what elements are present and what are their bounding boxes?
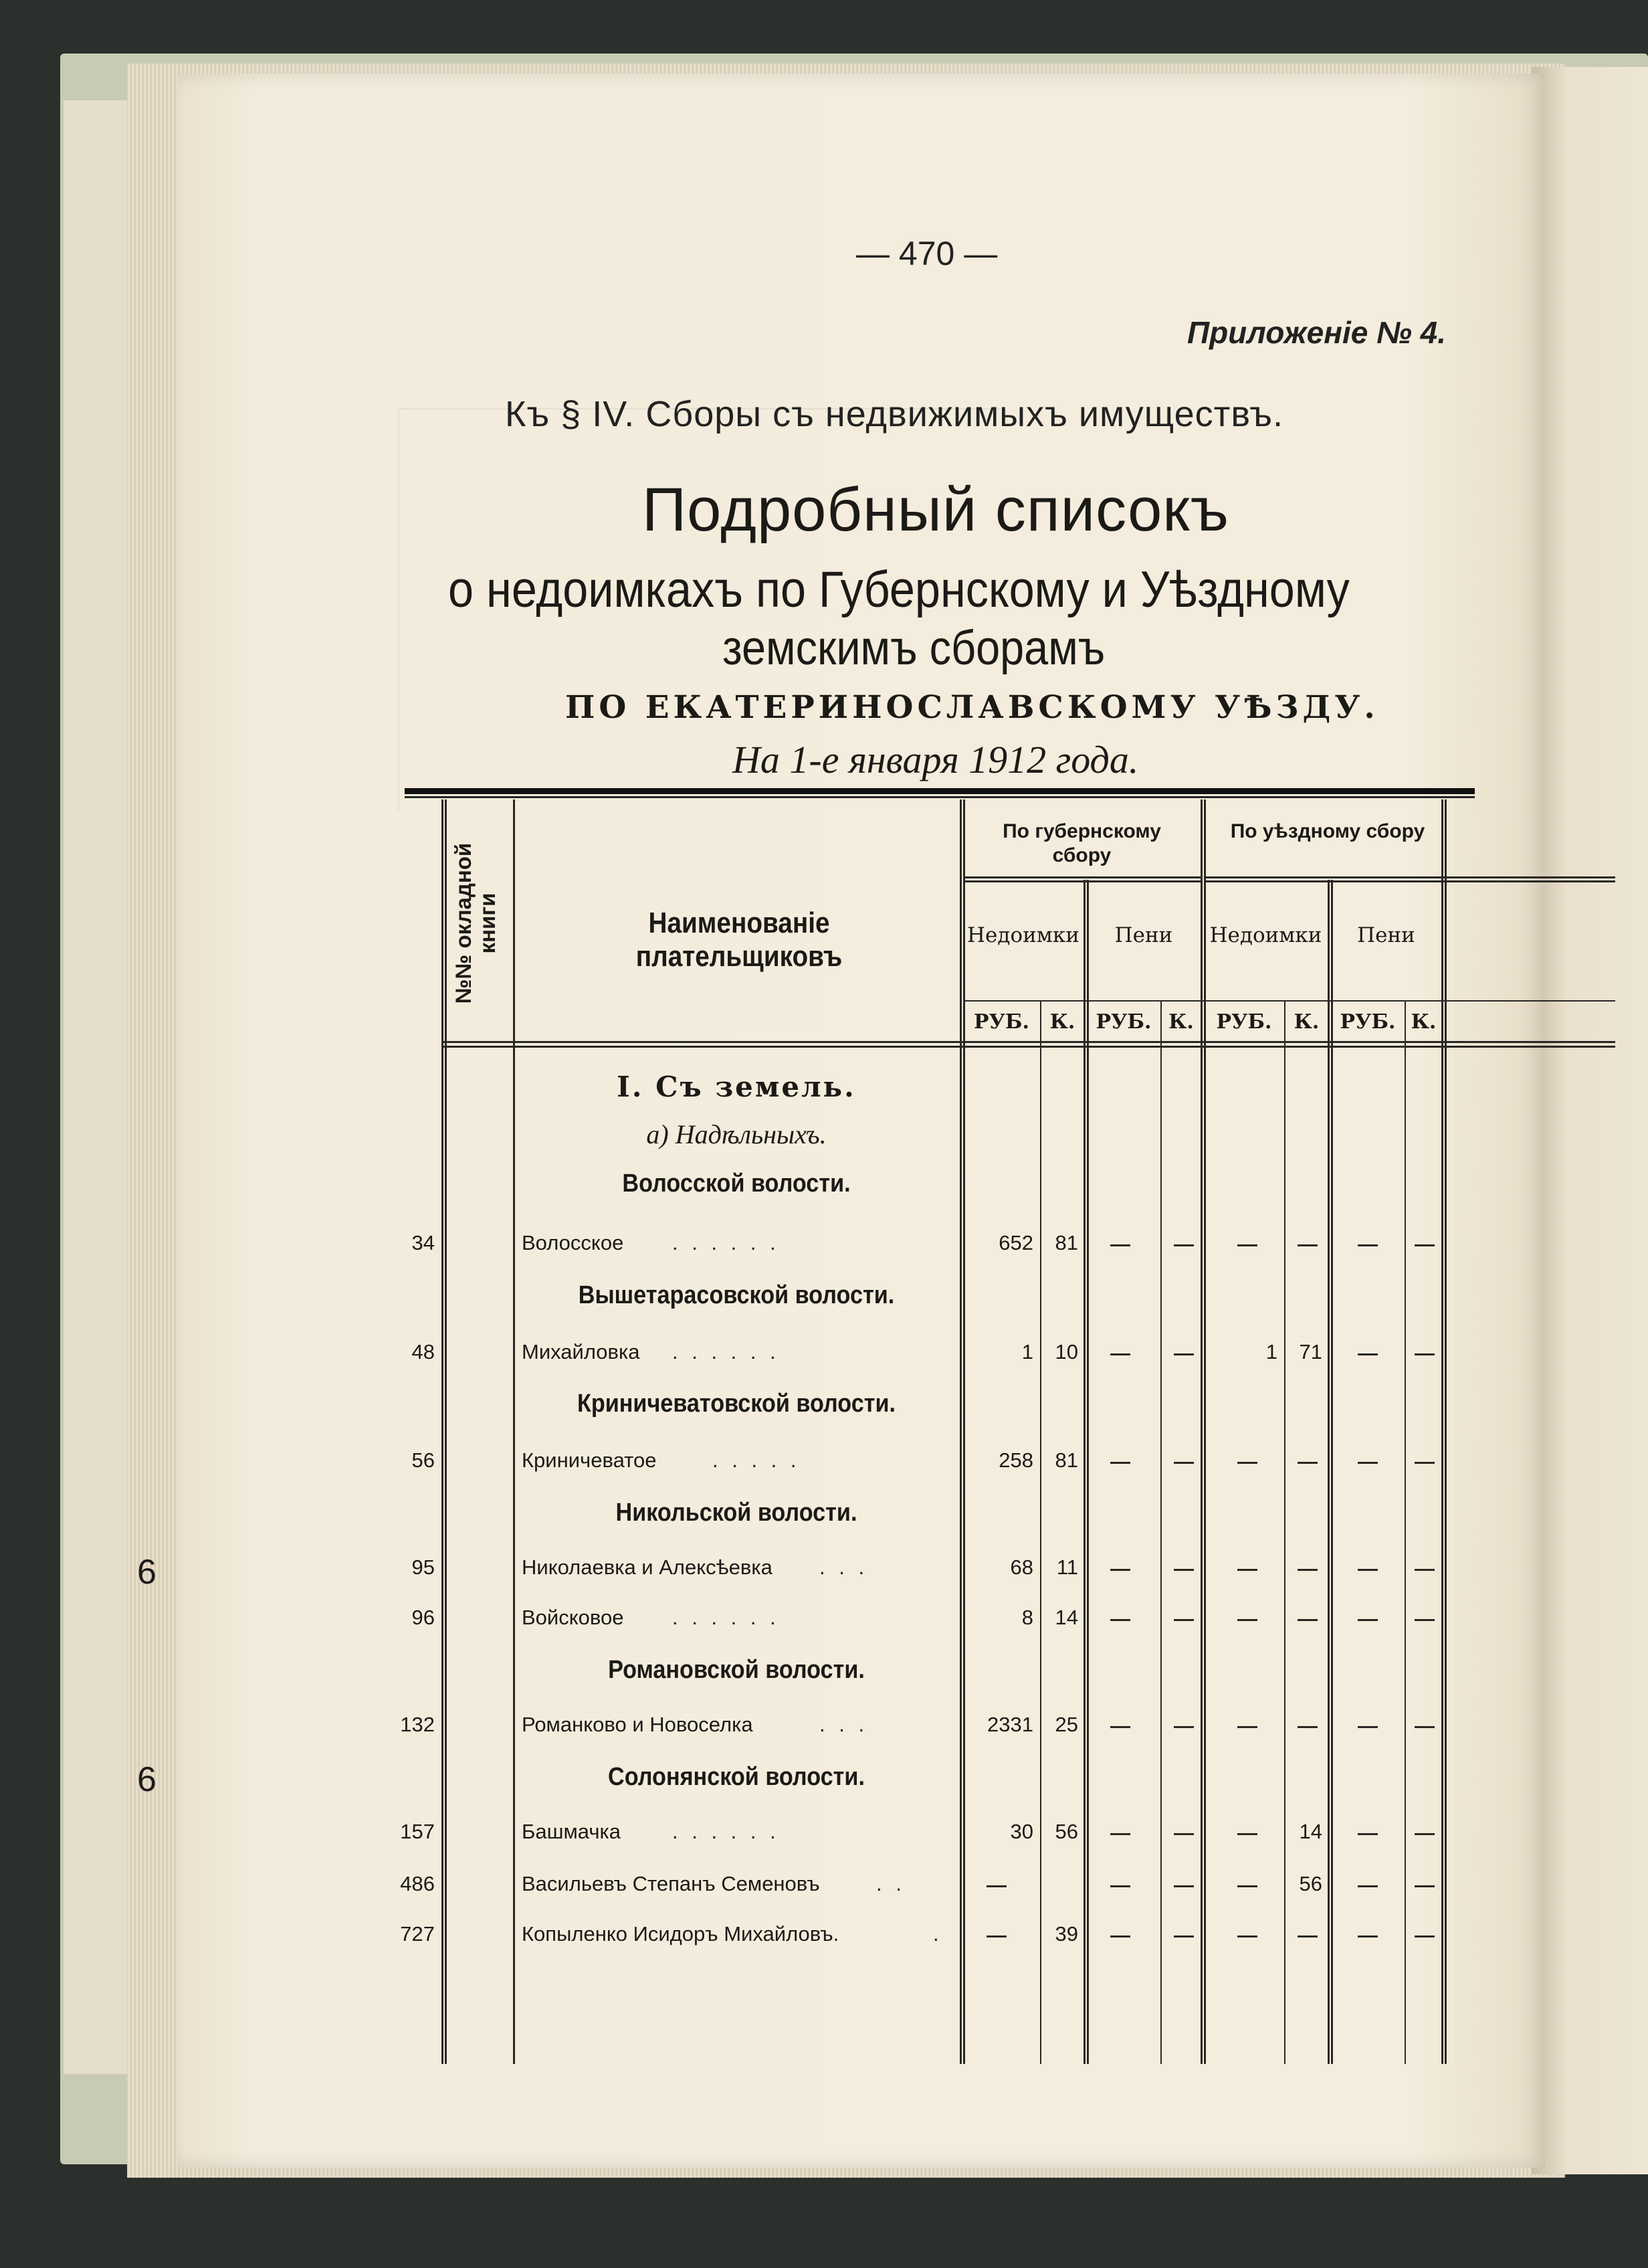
dash (1237, 1935, 1257, 1938)
rub-header: РУБ. (1340, 1010, 1396, 1034)
dash (1174, 1935, 1194, 1938)
volost-heading: Волосской волости. (622, 1169, 851, 1198)
dash (1237, 1619, 1257, 1621)
dash (1298, 1726, 1318, 1728)
payer-name: Романково и Новоселка (522, 1713, 753, 1736)
title-rule (405, 788, 1475, 794)
document-page (137, 74, 1545, 2168)
gubern-arrears-rub: 68 (1010, 1555, 1033, 1579)
leader-dots: . . . (819, 1713, 869, 1736)
payer-name: Михайловка (522, 1340, 640, 1363)
uezd-arrears-header: Недоимки (1209, 923, 1322, 947)
appendix-label: Приложенiе № 4. (1187, 315, 1447, 350)
gubern-arrears-rub: 30 (1010, 1820, 1033, 1843)
gubern-penalty-header: Пени (1114, 923, 1173, 947)
payer-name: Николаевка и Алексѣевка (522, 1555, 772, 1579)
leader-dots: . (933, 1922, 939, 1946)
book-number: 157 (400, 1820, 435, 1843)
next-page-edge (1532, 67, 1648, 2174)
dash (1110, 1726, 1130, 1728)
dash (1174, 1833, 1194, 1835)
dash (1358, 1619, 1378, 1621)
dash (1415, 1244, 1435, 1246)
kop-header: К. (1411, 1010, 1437, 1034)
dash (1174, 1569, 1194, 1571)
margin-fragment: 6 (137, 1760, 157, 1799)
uezd-arrears-kop: 56 (1299, 1872, 1322, 1895)
gubern-arrears-kop: 25 (1055, 1713, 1078, 1736)
dash (1110, 1569, 1130, 1571)
title-rule-thin (405, 796, 1475, 798)
dash (1415, 1569, 1435, 1571)
leader-dots: . . . . . . (672, 1606, 780, 1629)
dash (1358, 1726, 1378, 1728)
volost-heading: Криничеватовской волости. (577, 1390, 896, 1418)
volost-heading: Солонянской волости. (608, 1763, 865, 1791)
uezd-arrears-kop: 14 (1299, 1820, 1322, 1843)
book-number: 96 (411, 1606, 435, 1629)
dash (1415, 1885, 1435, 1887)
margin-fragment: 6 (137, 1553, 157, 1592)
payer-name-header: Наименованіе плательщиковъ (635, 907, 843, 973)
dash (1298, 1244, 1318, 1246)
title-line-2: о недоимкахъ по Губернскому и Уѣздному (448, 561, 1350, 618)
dash (1298, 1935, 1318, 1938)
gubern-arrears-rub: 258 (999, 1448, 1033, 1472)
dash (1298, 1569, 1318, 1571)
gubern-arrears-rub: 1 (1021, 1340, 1033, 1363)
title-line-3: земскимъ сборамъ (722, 622, 1106, 675)
dash (1237, 1244, 1257, 1246)
leader-dots: . . . . . . (672, 1231, 780, 1254)
dash (1415, 1353, 1435, 1355)
book-number: 48 (411, 1340, 435, 1363)
leader-dots: . . . . . (712, 1448, 801, 1472)
payer-name: Волосское (522, 1231, 624, 1254)
payer-name: Войсковое (522, 1606, 624, 1629)
book-number-header: №№ окладной книги (451, 842, 500, 1004)
gubern-arrears-header: Недоимки (967, 923, 1079, 947)
uezd-arrears-kop: 71 (1299, 1340, 1322, 1363)
book-number: 727 (400, 1922, 435, 1946)
dash (1110, 1935, 1130, 1938)
dash (1237, 1885, 1257, 1887)
title-line-4: ПО ЕКАТЕРИНОСЛАВСКОМУ УѢЗДУ. (565, 689, 1379, 726)
gubern-arrears-rub: 2331 (987, 1713, 1033, 1736)
dash (1110, 1885, 1130, 1887)
uezd-penalty-header: Пени (1357, 923, 1415, 947)
gubern-arrears-kop: 81 (1055, 1448, 1078, 1472)
volost-heading: Никольской волости. (615, 1499, 857, 1527)
rub-header: РУБ. (974, 1010, 1029, 1034)
dash (1358, 1244, 1378, 1246)
dash (1174, 1244, 1194, 1246)
dash (1110, 1353, 1130, 1355)
dash (1415, 1935, 1435, 1938)
gubern-arrears-kop: 39 (1055, 1922, 1078, 1946)
book-number: 132 (400, 1713, 435, 1736)
book-number: 95 (411, 1555, 435, 1579)
leader-dots: . . . . . . (672, 1820, 780, 1843)
leader-dots: . . . . . . (672, 1340, 780, 1363)
page-number: — 470 — (856, 235, 998, 272)
gubern-arrears-kop: 56 (1055, 1820, 1078, 1843)
dash (1298, 1462, 1318, 1464)
dash (1358, 1935, 1378, 1938)
kop-header: К. (1294, 1010, 1320, 1034)
dash (1174, 1726, 1194, 1728)
dash (1174, 1353, 1194, 1355)
dash (1358, 1462, 1378, 1464)
dash (1174, 1619, 1194, 1621)
title-line-5: На 1-е января 1912 года. (732, 738, 1139, 781)
book-number: 34 (411, 1231, 435, 1254)
dash (1358, 1885, 1378, 1887)
volost-heading: Вышетарасовской волости. (578, 1281, 895, 1309)
payer-name: Криничеватое (522, 1448, 657, 1472)
dash (1358, 1833, 1378, 1835)
dash (1110, 1619, 1130, 1621)
leader-dots: . . (876, 1872, 906, 1895)
dash (1237, 1726, 1257, 1728)
gubern-arrears-rub: 652 (999, 1231, 1033, 1254)
rub-header: РУБ. (1216, 1010, 1272, 1034)
uezd-arrears-rub: 1 (1265, 1340, 1277, 1363)
dash (1415, 1726, 1435, 1728)
gubern-arrears-rub: 8 (1021, 1606, 1033, 1629)
dash (1415, 1619, 1435, 1621)
dash (1110, 1833, 1130, 1835)
dash (1237, 1833, 1257, 1835)
dash (1237, 1462, 1257, 1464)
gubern-arrears-kop: 81 (1055, 1231, 1078, 1254)
dash (1358, 1569, 1378, 1571)
rub-header: РУБ. (1096, 1010, 1152, 1034)
payer-name: Башмачка (522, 1820, 621, 1843)
section-heading: I. Съ земель. (617, 1070, 856, 1103)
gubern-arrears-kop: 10 (1055, 1340, 1078, 1363)
book-number: 56 (411, 1448, 435, 1472)
kop-header: К. (1049, 1010, 1075, 1034)
dash (1298, 1619, 1318, 1621)
dash (987, 1935, 1007, 1938)
dash (1174, 1885, 1194, 1887)
title-line-1: Подробный списокъ (642, 476, 1230, 544)
dash (1174, 1462, 1194, 1464)
volost-heading: Романовской волости. (608, 1656, 865, 1684)
gubern-arrears-kop: 14 (1055, 1606, 1078, 1629)
payer-name: Васильевъ Степанъ Семеновъ (522, 1872, 820, 1895)
kop-header: К. (1168, 1010, 1194, 1034)
section-reference: Къ § IV. Сборы съ недвижимыхъ имуществъ. (505, 394, 1284, 434)
dash (1237, 1569, 1257, 1571)
dash (1415, 1462, 1435, 1464)
gubern-header: По губернскому сбору (1003, 820, 1161, 866)
dash (987, 1885, 1007, 1887)
dash (1110, 1244, 1130, 1246)
dash (1415, 1833, 1435, 1835)
dash (1358, 1353, 1378, 1355)
payer-name: Копыленко Исидоръ Михайловъ. (522, 1922, 839, 1946)
leader-dots: . . . (819, 1555, 869, 1579)
book-number: 486 (400, 1872, 435, 1895)
dash (1110, 1462, 1130, 1464)
subsection-heading: а) Надѣльныхъ. (646, 1119, 827, 1149)
gubern-arrears-kop: 11 (1056, 1555, 1078, 1579)
uezd-header: По уѣздному сбору (1230, 820, 1425, 842)
